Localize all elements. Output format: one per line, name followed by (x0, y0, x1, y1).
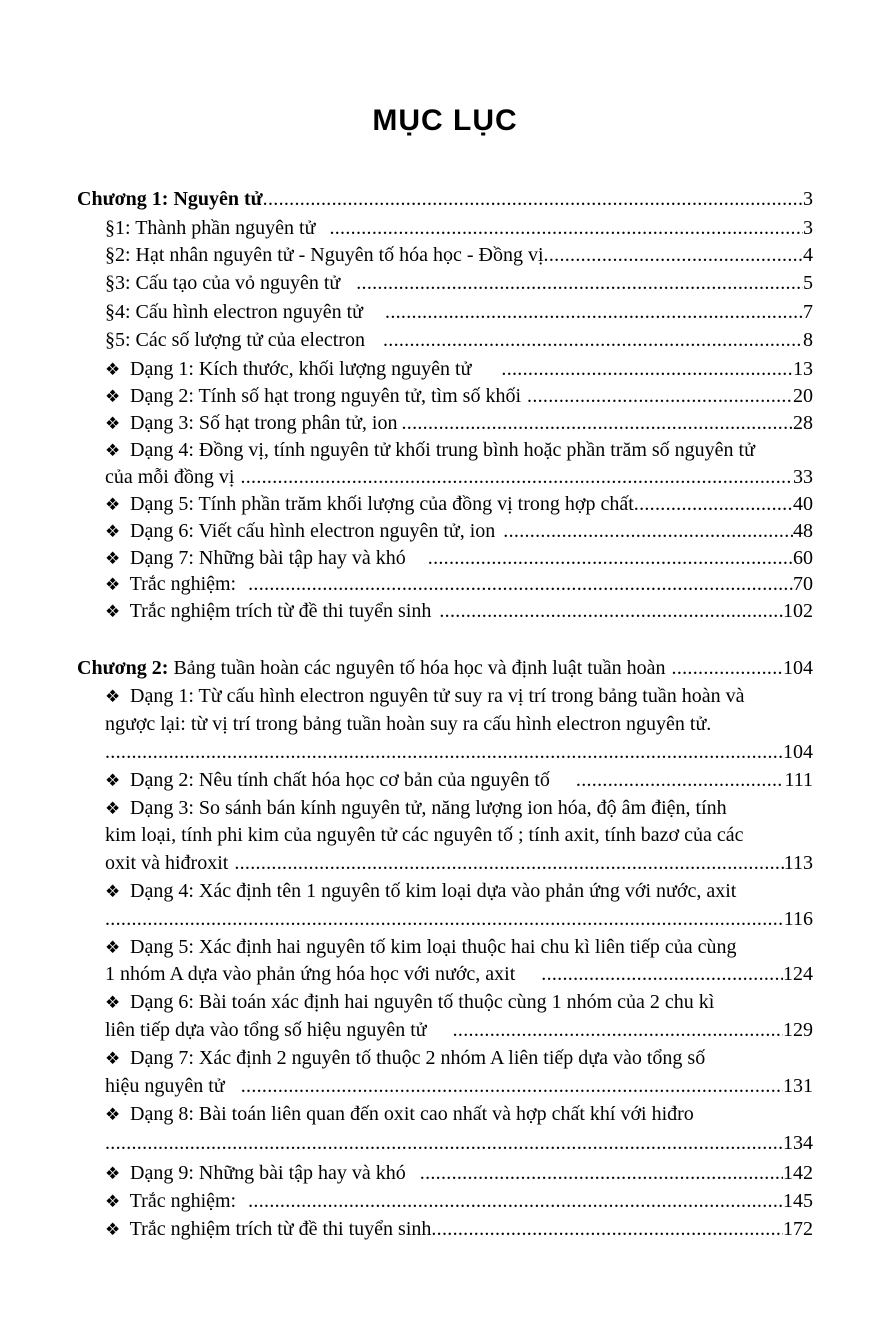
exercise-label: Dạng 4: Đồng vị, tính nguyên tử khối trung bình hoặc phần trăm số nguyên tử (130, 439, 755, 461)
page-number: 116 (783, 908, 813, 930)
dot-leader (527, 383, 793, 410)
page-number: 134 (783, 1132, 813, 1154)
dot-leader (240, 464, 793, 491)
diamond-bullet-icon: ❖ (105, 441, 121, 460)
exercise-entry-pageline[interactable] (105, 739, 813, 766)
page-number: 60 (793, 547, 813, 569)
page-number: 111 (784, 769, 813, 791)
page-number: 5 (803, 272, 813, 294)
exercise-entry-pageline[interactable] (105, 906, 813, 933)
diamond-bullet-icon: ❖ (105, 993, 121, 1012)
exercise-entry-pageline[interactable] (105, 1130, 813, 1157)
section-label: §4: Cấu hình electron nguyên tử (105, 301, 364, 323)
exercise-entry-line2[interactable] (105, 1017, 813, 1044)
exercise-label: Dạng 3: Số hạt trong phân tử, ion (130, 412, 398, 434)
page-number: 104 (783, 657, 813, 679)
exercise-entry-line2[interactable] (105, 961, 813, 988)
exercise-entry[interactable] (105, 545, 813, 572)
chapter-1-entry[interactable] (77, 186, 813, 213)
dot-leader (105, 739, 783, 766)
chapter-2-title: Bảng tuần hoàn các nguyên tố hóa học và định luật tuần hoàn (173, 657, 666, 679)
diamond-bullet-icon: ❖ (105, 687, 121, 706)
exercise-label: Dạng 6: Bài toán xác định hai nguyên tố thuộc cùng 1 nhóm của 2 chu kì (130, 991, 715, 1013)
dot-leader (263, 186, 803, 213)
exercise-label: Dạng 8: Bài toán liên quan đến oxit cao nhất và hợp chất khí với hiđro (130, 1103, 694, 1125)
dot-leader (541, 961, 783, 988)
exercise-entry-line1[interactable] (105, 1101, 694, 1128)
page-title: MỤC LỤC (372, 104, 518, 137)
exercise-entry-line1[interactable] (105, 878, 736, 905)
exercise-label: Dạng 4: Xác định tên 1 nguyên tố kim loại dựa vào phản ứng với nước, axit (130, 880, 737, 902)
page-number: 20 (793, 385, 813, 407)
exercise-entry-line3[interactable] (105, 850, 813, 877)
exercise-entry[interactable] (105, 383, 813, 410)
exercise-label-continued: hiệu nguyên tử (105, 1075, 225, 1097)
dot-leader (439, 598, 783, 625)
dot-leader (234, 850, 783, 877)
exercise-label: Trắc nghiệm: (129, 1190, 237, 1212)
exercise-label: Dạng 5: Tính phần trăm khối lượng của đồng vị trong hợp chất (130, 493, 634, 515)
page-number: 4 (803, 244, 813, 266)
exercise-label: Dạng 2: Tính số hạt trong nguyên tử, tìm số khối (130, 385, 522, 407)
exercise-label: Dạng 6: Viết cấu hình electron nguyên tử, ion (130, 520, 496, 542)
exercise-label: Trắc nghiệm trích từ đề thi tuyển sinh (129, 1218, 432, 1240)
dot-leader (356, 270, 803, 297)
diamond-bullet-icon: ❖ (105, 387, 121, 406)
diamond-bullet-icon: ❖ (105, 522, 121, 541)
chapter-1-title: Nguyên tử (173, 188, 263, 210)
exercise-label: Dạng 7: Những bài tập hay và khó (130, 547, 406, 569)
exercise-label: Dạng 5: Xác định hai nguyên tố kim loại thuộc hai chu kì liên tiếp của cùng (130, 936, 737, 958)
page-number: 145 (783, 1190, 813, 1212)
dot-leader (453, 1017, 783, 1044)
section-label: §5: Các số lượng tử của electron (105, 329, 365, 351)
dot-leader (576, 767, 785, 794)
dot-leader (248, 1188, 783, 1215)
page-number: 40 (793, 493, 813, 515)
dot-leader (428, 545, 793, 572)
exercise-entry-line1[interactable] (105, 795, 727, 822)
dot-leader (401, 410, 793, 437)
page-number: 113 (783, 852, 813, 874)
dot-leader (420, 1160, 783, 1187)
dot-leader (329, 215, 803, 242)
dot-leader (672, 655, 783, 682)
exercise-entry-line1[interactable] (105, 1045, 705, 1072)
exercise-entry[interactable] (105, 356, 813, 383)
exercise-entry-line2[interactable] (105, 464, 813, 491)
exercise-entry[interactable] (105, 1160, 813, 1187)
section-entry[interactable] (105, 270, 813, 297)
page-number: 28 (793, 412, 813, 434)
exercise-label-continued: ngược lại: từ vị trí trong bảng tuần hoàn suy ra cấu hình electron nguyên tử. (105, 713, 712, 735)
dot-leader (105, 906, 784, 933)
dot-leader (385, 299, 803, 326)
diamond-bullet-icon: ❖ (105, 1105, 121, 1124)
page-number: 3 (803, 188, 813, 210)
diamond-bullet-icon: ❖ (105, 575, 121, 594)
diamond-bullet-icon: ❖ (105, 360, 121, 379)
diamond-bullet-icon: ❖ (105, 495, 121, 514)
exercise-entry[interactable] (105, 767, 813, 794)
exercise-label: Dạng 1: Từ cấu hình electron nguyên tử suy ra vị trí trong bảng tuần hoàn và (130, 685, 745, 707)
exercise-label: Dạng 2: Nêu tính chất hóa học cơ bản của nguyên tố (130, 769, 550, 791)
page-number: 3 (803, 217, 813, 239)
diamond-bullet-icon: ❖ (105, 1164, 121, 1183)
exercise-label: Dạng 1: Kích thước, khối lượng nguyên tử (130, 358, 472, 380)
exercise-label: Dạng 7: Xác định 2 nguyên tố thuộc 2 nhóm A liên tiếp dựa vào tổng số (130, 1047, 706, 1069)
diamond-bullet-icon: ❖ (105, 1220, 121, 1239)
diamond-bullet-icon: ❖ (105, 549, 121, 568)
exercise-label: Dạng 9: Những bài tập hay và khó (130, 1162, 406, 1184)
exercise-entry[interactable] (105, 491, 813, 518)
diamond-bullet-icon: ❖ (105, 771, 121, 790)
exercise-label-continued: của mỗi đồng vị (105, 466, 235, 488)
section-entry[interactable] (105, 242, 813, 269)
section-entry[interactable] (105, 215, 813, 242)
exercise-entry-line1[interactable] (105, 989, 714, 1016)
diamond-bullet-icon: ❖ (105, 602, 121, 621)
exercise-label: Trắc nghiệm trích từ đề thi tuyển sinh (129, 600, 432, 622)
exercise-entry-line2[interactable] (105, 1073, 813, 1100)
section-label: §3: Cấu tạo của vỏ nguyên tử (105, 272, 341, 294)
page-number: 48 (793, 520, 813, 542)
diamond-bullet-icon: ❖ (105, 882, 121, 901)
exercise-label-continued: liên tiếp dựa vào tổng số hiệu nguyên tử (105, 1019, 427, 1041)
dot-leader (544, 242, 803, 269)
exercise-label: Dạng 3: So sánh bán kính nguyên tử, năng lượng ion hóa, độ âm điện, tính (130, 797, 727, 819)
diamond-bullet-icon: ❖ (105, 1049, 121, 1068)
chapter-1-label: Chương 1: (77, 188, 169, 210)
exercise-entry-line1[interactable] (105, 437, 813, 464)
exercise-entry[interactable] (105, 410, 813, 437)
diamond-bullet-icon: ❖ (105, 799, 121, 818)
page-number: 33 (793, 466, 813, 488)
section-label: §2: Hạt nhân nguyên tử - Nguyên tố hóa học - Đồng vị (105, 244, 544, 266)
diamond-bullet-icon: ❖ (105, 1192, 121, 1211)
diamond-bullet-icon: ❖ (105, 414, 121, 433)
dot-leader (241, 1073, 783, 1100)
exercise-entry[interactable] (105, 518, 813, 545)
diamond-bullet-icon: ❖ (105, 938, 121, 957)
exercise-entry-line1[interactable] (105, 683, 745, 710)
section-entry[interactable] (105, 299, 813, 326)
exercise-entry[interactable] (105, 598, 813, 625)
exercise-label-continued: 1 nhóm A dựa vào phản ứng hóa học với nước, axit (105, 963, 516, 985)
page-number: 13 (793, 358, 813, 380)
exercise-entry[interactable] (105, 1216, 813, 1243)
page-number: 142 (783, 1162, 813, 1184)
dot-leader (105, 1130, 783, 1157)
dot-leader (248, 571, 793, 598)
page-number: 8 (803, 329, 813, 351)
page-number: 172 (783, 1218, 813, 1240)
dot-leader (634, 491, 793, 518)
section-label: §1: Thành phần nguyên tử (105, 217, 316, 239)
exercise-label-continued: oxit và hiđroxit (105, 852, 229, 874)
chapter-2-entry[interactable] (77, 655, 813, 682)
page-number: 129 (783, 1019, 813, 1041)
page-number: 102 (783, 600, 813, 622)
dot-leader (383, 327, 803, 354)
exercise-entry[interactable] (105, 571, 813, 598)
page-number: 124 (783, 963, 813, 985)
chapter-2-label: Chương 2: (77, 657, 169, 679)
page-number: 7 (803, 301, 813, 323)
section-entry[interactable] (105, 327, 813, 354)
dot-leader (501, 356, 793, 383)
exercise-entry-line1[interactable] (105, 934, 737, 961)
page-number: 131 (783, 1075, 813, 1097)
exercise-label-continued: kim loại, tính phi kim của nguyên tử các nguyên tố ; tính axit, tính bazơ của các (105, 824, 744, 846)
page-number: 104 (783, 741, 813, 763)
exercise-entry[interactable] (105, 1188, 813, 1215)
page-number: 70 (793, 573, 813, 595)
dot-leader (431, 1216, 783, 1243)
exercise-label: Trắc nghiệm: (129, 573, 237, 595)
dot-leader (503, 518, 793, 545)
